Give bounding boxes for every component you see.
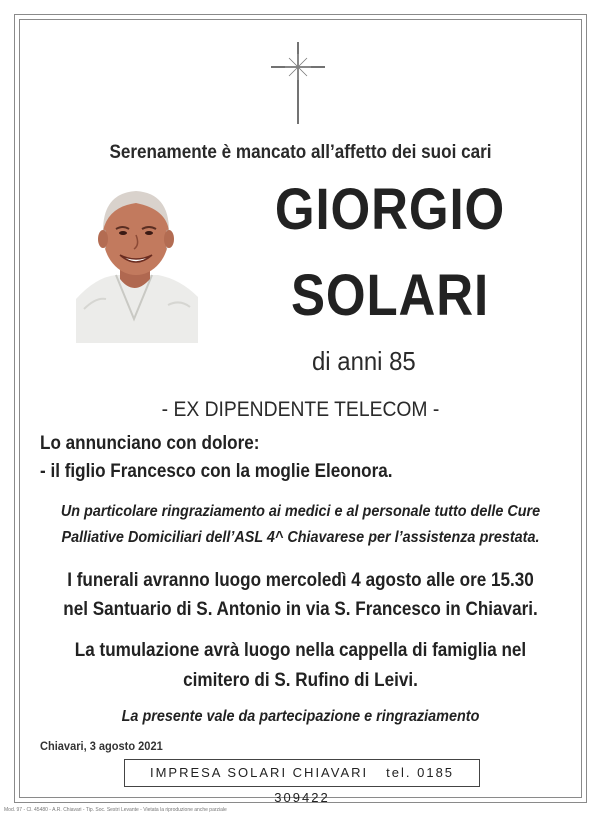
footer-fine-print: Mod. 97 - Cl. 45480 - A.R. Chiavari - Tip. Soc. Sestri Levante - Vietata la riproduzione anche parziale <box>4 807 227 813</box>
announcement-heading: Lo annunciano con dolore: <box>40 433 260 454</box>
burial-line-2: cimitero di S. Rufino di Leivi. <box>183 670 418 691</box>
funeral-line-2: nel Santuario di S. Antonio in via S. Francesco in Chiavari. <box>63 599 538 620</box>
portrait-photo <box>76 179 198 343</box>
deceased-first-name: GIORGIO <box>274 177 506 242</box>
place-date: Chiavari, 3 agosto 2021 <box>40 739 163 753</box>
deceased-age: di anni 85 <box>312 346 416 376</box>
thanks-line-2: Palliative Domiciliari dell’ASL 4^ Chiavarese per l’assistenza prestata. <box>61 529 540 546</box>
participation-notice: La presente vale da partecipazione e ringraziamento <box>121 708 480 725</box>
thanks-line-1: Un particolare ringraziamento ai medici e al personale tutto delle Cure <box>60 503 541 520</box>
deceased-last-name: SOLARI <box>290 263 490 328</box>
intro-text: Serenamente è mancato all’affetto dei suoi cari <box>109 142 492 163</box>
funeral-agency-box <box>124 759 480 805</box>
cross-icon <box>269 40 327 126</box>
agency-phone: tel. 0185 309422 <box>274 765 455 805</box>
burial-line-1: La tumulazione avrà luogo nella cappella di famiglia nel <box>74 640 527 661</box>
agency-name: IMPRESA SOLARI CHIAVARI <box>149 765 369 780</box>
deceased-role: - EX DIPENDENTE TELECOM - <box>161 398 440 421</box>
announcement-family: - il figlio Francesco con la moglie Eleonora. <box>40 461 393 482</box>
funeral-line-1: I funerali avranno luogo mercoledì 4 agosto alle ore 15.30 <box>67 570 534 591</box>
